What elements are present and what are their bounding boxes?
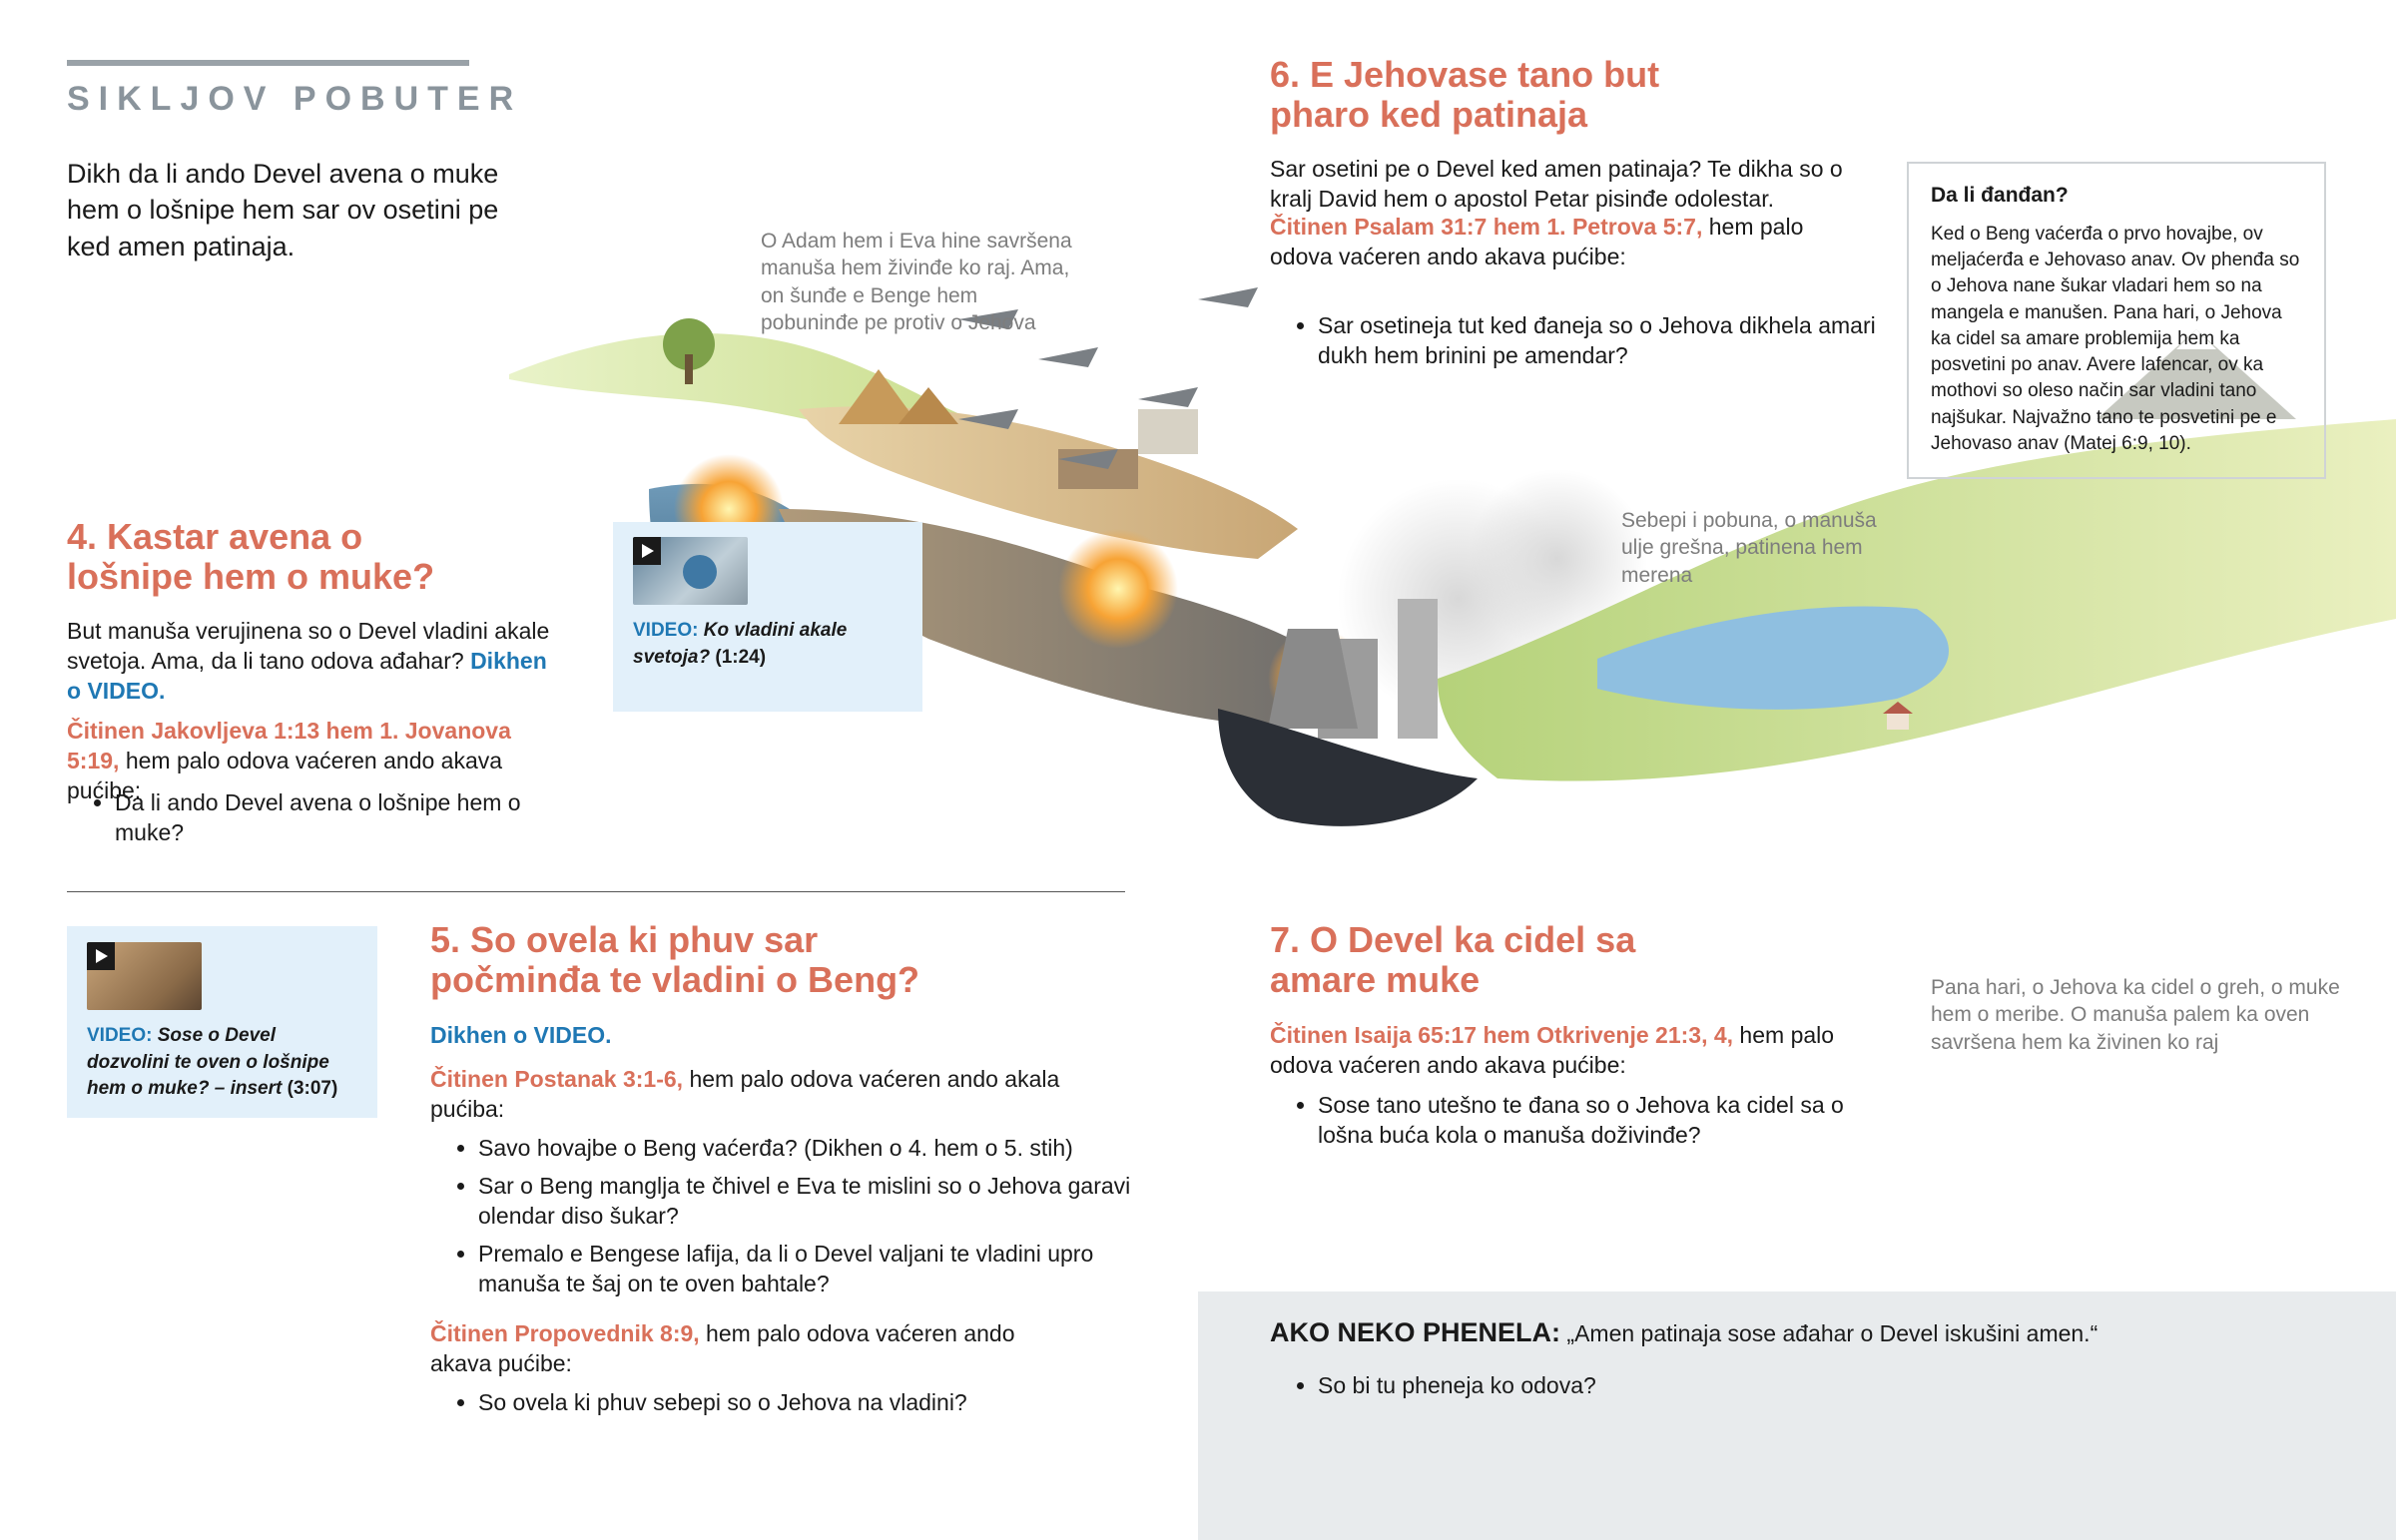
section5-ref1-after: hem palo odova vaćeren ando akala pućiba: <box>430 1066 1060 1122</box>
section5-video-link[interactable]: Dikhen o VIDEO. <box>430 1022 612 1048</box>
video-duration: (3:07) <box>287 1078 338 1100</box>
list-item: • Sose tano utešno te đana so o Jehova ka cidel sa o lošna bućа kola o manuša doživinđe? <box>1318 1091 1887 1151</box>
objection-bullets <box>1270 1371 2216 1409</box>
video-label: VIDEO: <box>633 620 699 641</box>
list-item: • So ovela ki phuv sebepi so o Jehova na vladini? <box>478 1388 1167 1418</box>
video-caption-5 <box>87 1023 356 1103</box>
list-item: • Da li ando Devel avena o lošnipe hem o muke? <box>115 788 574 848</box>
section4-scripture-ref[interactable]: Čitinen Jakovljeva 1:13 hem 1. Jovanova 5:19, <box>67 718 511 773</box>
section4-intro: But manuša verujinena so o Devel vladini akale svetoja. Ama, da li tano odova ađahar? <box>67 618 550 674</box>
section4-bullets <box>67 788 574 856</box>
sidebar-title: Da li đanđan? <box>1931 184 2069 207</box>
caption-paradise: Pana hari, o Jehova ka cidel o greh, o muke hem o meribe. O manuša palem ka oven savršena hem ka živinen ko raj <box>1931 976 2340 1054</box>
section-divider <box>67 891 1125 892</box>
objection-quote: „Amen patinaja sose ađahar o Devel iskušini amen.“ <box>1560 1320 2098 1346</box>
section5-scripture-ref-1[interactable]: Čitinen Postanak 3:1-6, <box>430 1066 684 1092</box>
section6-heading: 6. E Jehovase tano but pharo ked patinaja <box>1270 54 1660 135</box>
play-icon[interactable] <box>633 537 661 565</box>
section4-text <box>67 617 566 707</box>
video-label: VIDEO: <box>87 1025 153 1046</box>
section4-heading: 4. Kastar avena o lošnipe hem o muke? <box>67 516 435 597</box>
section7-ref-line <box>1270 1021 1849 1081</box>
list-item: • Sar o Beng manglja te čhivel e Eva te mislini so o Jehova garavi olendar diso šukar? <box>478 1172 1167 1232</box>
list-item: • Premalo e Bengese lafija, da li o Devel valjani te vladini upro manuša te šaj on te oven bahtale? <box>478 1240 1167 1299</box>
section7-heading: 7. O Devel ka cidel sa amare muke <box>1270 919 1636 1000</box>
section7-ref-after: hem palo odova vaćeren ando akava pućibe: <box>1270 1022 1835 1078</box>
section6-ref-line <box>1270 213 1859 272</box>
caption-eden: O Adam hem i Eva hine savršena manuša hem živinđe ko raj. Ama, on šunđe e Benge hem pobuninđe pe protiv o Jehova <box>761 230 1072 334</box>
section5-bullets-2 <box>430 1388 1167 1426</box>
section5-scripture-ref-2[interactable]: Čitinen Propovednik 8:9, <box>430 1320 700 1346</box>
section7-bullets <box>1270 1091 1887 1159</box>
video-thumbnail[interactable] <box>87 942 202 1010</box>
section5-bullets-1 <box>430 1134 1167 1306</box>
section4-ref-after: hem palo odova vaćeren ando akava pućibe: <box>67 747 503 803</box>
objection-label: AKO NEKO PHENELA: <box>1270 1317 1561 1347</box>
section5-heading: 5. So ovela ki phuv sar počminđa te vladini o Beng? <box>430 919 920 1000</box>
play-icon[interactable] <box>87 942 115 970</box>
caption-war: Sebepi i pobuna, o manuša ulje grešna, patinena hem merena <box>1621 509 1877 587</box>
video-duration: (1:24) <box>715 646 767 668</box>
list-item: • So bi tu pheneja ko odova? <box>1318 1371 2216 1401</box>
section5-ref2-after: hem palo odova vaćeren ando akava pućibe: <box>430 1320 1015 1376</box>
intro-text: Dikh da li ando Devel avena o muke hem o lošnipe hem sar ov osetini pe ked amen patinaja. <box>67 159 499 261</box>
objection-line <box>1270 1315 2268 1350</box>
did-you-know-box <box>1907 162 2326 479</box>
video-caption-4 <box>633 618 902 671</box>
sidebar-text: Ked o Beng vaćerđa o prvo hovajbe, ov meljaćerđa e Jehovaso anav. Ov phenđa so o Jehova nane šukar vladari hem so na mangela e manušen. Pana hari, o Jehova ka cidel sa amare problemija hem ka posvetini po anav. Avere lafencar, ov ka mothovi so oleso način sar vladini tano najšukar. Najvažno tano te posvetini pe e Jehovaso anav (Matej 6:9, 10). <box>1931 224 2300 454</box>
page-title: SIKLJOV POBUTER <box>67 80 523 118</box>
video-thumbnail[interactable] <box>633 537 748 605</box>
video-title: Ko vladini akale svetoja? <box>633 620 848 668</box>
section5-ref2-line <box>430 1319 1069 1379</box>
house <box>1887 714 1909 730</box>
section6-scripture-ref[interactable]: Čitinen Psalam 31:7 hem 1. Petrova 5:7, <box>1270 214 1703 240</box>
section7-scripture-ref[interactable]: Čitinen Isaija 65:17 hem Otkrivenje 21:3, 4, <box>1270 1022 1734 1048</box>
list-item: • Savo hovajbe o Beng vaćerđa? (Dikhen o 4. hem o 5. stih) <box>478 1134 1167 1164</box>
video-box-4[interactable] <box>613 522 922 712</box>
list-item: • Sar osetineja tut ked đaneja so o Jehova dikhela amari dukh hem brinini pe amendar? <box>1318 311 1877 371</box>
section6-text: Sar osetini pe o Devel ked amen patinaja? Te dikha so o kralj David hem o apostol Petar pisinđe odolestar. <box>1270 156 1843 212</box>
section6-ref-after: hem palo odova vaćeren ando akava pućibe: <box>1270 214 1804 269</box>
video-title: Sose o Devel dozvolini te oven o lošnipe hem o muke? – insert <box>87 1025 329 1100</box>
objection-box <box>1198 1291 2396 1540</box>
video-box-5[interactable] <box>67 926 377 1118</box>
section6-bullets <box>1270 311 1877 379</box>
section5-ref1-line <box>430 1065 1069 1125</box>
section4-video-link[interactable]: Dikhen o VIDEO. <box>67 647 547 704</box>
header-rule <box>67 60 469 66</box>
